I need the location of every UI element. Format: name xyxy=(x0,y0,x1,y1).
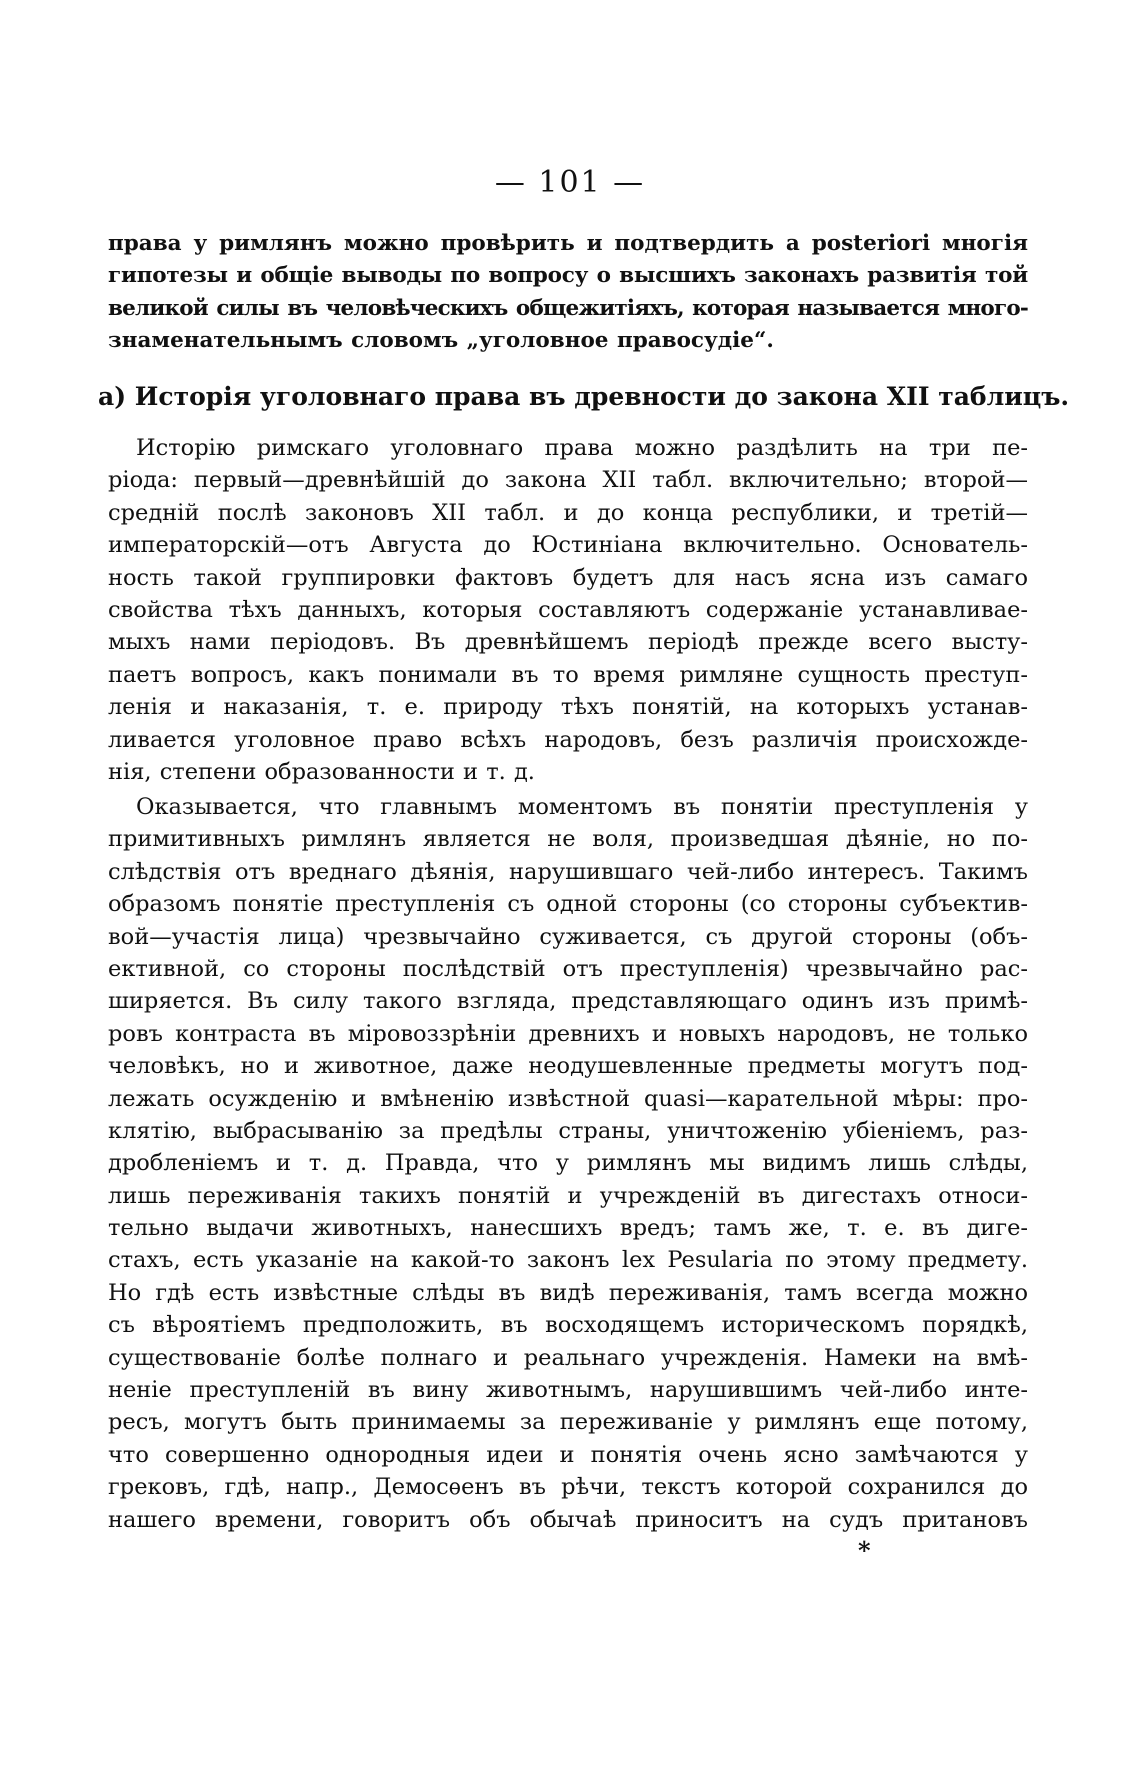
paragraph-line: человѣкъ, но и животное, даже неодушевленные предметы могутъ под- xyxy=(108,1053,1028,1080)
paragraph-line: ресъ, могутъ быть принимаемы за переживаніе у римлянъ еще потому, xyxy=(108,1409,1028,1436)
paragraph-line: свойства тѣхъ данныхъ, которыя составляютъ содержаніе устанавливае- xyxy=(108,596,1028,623)
section-heading: a) Исторія уголовнаго права въ древности до закона XII таблицъ. xyxy=(98,382,1070,411)
intro-line: гипотезы и общіе выводы по вопросу о высшихъ законахъ развитія той xyxy=(108,263,1028,289)
paragraph-line: императорскій—отъ Августа до Юстиніана включительно. Основатель- xyxy=(108,532,1028,559)
paragraph-line: ріода: первый—древнѣйшій до закона XII табл. включительно; второй— xyxy=(108,467,1028,494)
paragraph-line: лежать осужденію и вмѣненію извѣстной quasi—карательной мѣры: про- xyxy=(108,1085,1028,1112)
paragraph-line: примитивныхъ римлянъ является не воля, произведшая дѣяніе, но по- xyxy=(108,826,1028,853)
intro-line: права у римлянъ можно провѣрить и подтвердить a posteriori многія xyxy=(108,231,1028,256)
paragraph-line: мыхъ нами періодовъ. Въ древнѣйшемъ періодѣ прежде всего высту- xyxy=(108,629,1028,656)
paragraph-line: тельно выдачи животныхъ, нанесшихъ вредъ; тамъ же, т. е. въ диге- xyxy=(108,1215,1028,1242)
paragraph-line: паетъ вопросъ, какъ понимали въ то время римляне сущность преступ- xyxy=(108,661,1028,688)
paragraph-line: ровъ контраста въ міровоззрѣніи древнихъ и новыхъ народовъ, не только xyxy=(108,1020,1028,1047)
paragraph-line: нашего времени, говоритъ объ обычаѣ приноситъ на судъ притановъ xyxy=(108,1506,1028,1533)
paragraph-line: средній послѣ законовъ XII табл. и до конца республики, и третій— xyxy=(108,499,1028,526)
paragraph-line: ность такой группировки фактовъ будетъ для насъ ясна изъ самаго xyxy=(108,564,1028,591)
paragraph-line: ективной, со стороны послѣдствій отъ преступленія) чрезвычайно рас- xyxy=(108,955,1028,982)
paragraph-line: съ вѣроятіемъ предположить, въ восходящемъ историческомъ порядкѣ, xyxy=(108,1312,1028,1339)
paragraph-line: нія, степени образованности и т. д. xyxy=(108,758,535,785)
paragraph-line: вой—участія лица) чрезвычайно суживается, съ другой стороны (объ- xyxy=(108,923,1028,950)
intro-line: великой силы въ человѣческихъ общежитіяхъ, которая называется много- xyxy=(108,295,1028,321)
paragraph-line: стахъ, есть указаніе на какой-то законъ lex Pesularia по этому предмету. xyxy=(108,1247,1028,1274)
paragraph-line: Оказывается, что главнымъ моментомъ въ понятіи преступленія у xyxy=(136,794,1028,820)
intro-paragraph xyxy=(108,228,1028,358)
paragraph-line: существованіе болѣе полнаго и реальнаго учрежденія. Намеки на вмѣ- xyxy=(108,1344,1028,1371)
paragraph-line: дробленіемъ и т. д. Правда, что у римлянъ мы видимъ лишь слѣды, xyxy=(108,1150,1028,1177)
page-number: — 101 — xyxy=(494,165,646,200)
paragraph-line: неніе преступленій въ вину животнымъ, нарушившимъ чей-либо инте- xyxy=(108,1377,1028,1404)
paragraph-line: Исторію римскаго уголовнаго права можно раздѣлить на три пе- xyxy=(136,435,1028,461)
paragraph-line: образомъ понятіе преступленія съ одной стороны (со стороны субъектив- xyxy=(108,891,1028,918)
paragraph-line: клятію, выбрасыванію за предѣлы страны, уничтоженію убіеніемъ, раз- xyxy=(108,1117,1028,1144)
paragraph-line: что совершенно однородныя идеи и понятія очень ясно замѣчаются у xyxy=(108,1441,1028,1468)
paragraph-line: лишь переживанія такихъ понятій и учрежденій въ дигестахъ относи- xyxy=(108,1182,1028,1209)
paragraph-line: грековъ, гдѣ, напр., Демосѳенъ въ рѣчи, текстъ которой сохранился до xyxy=(108,1474,1028,1501)
paragraph-line: Но гдѣ есть извѣстные слѣды въ видѣ переживанія, тамъ всегда можно xyxy=(108,1279,1028,1306)
paragraph-periods xyxy=(108,432,1028,788)
paragraph-line: ширяется. Въ силу такого взгляда, представляющаго одинъ изъ примѣ- xyxy=(108,988,1028,1015)
paragraph-line: слѣдствія отъ вреднаго дѣянія, нарушившаго чей-либо интересъ. Такимъ xyxy=(108,858,1028,885)
signature-mark: * xyxy=(858,1536,871,1565)
paragraph-line: ливается уголовное право всѣхъ народовъ, безъ различія происхожде- xyxy=(108,726,1028,753)
intro-line: знаменательнымъ словомъ „уголовное правосудіе“. xyxy=(108,328,774,354)
paragraph-line: ленія и наказанія, т. е. природу тѣхъ понятій, на которыхъ устанав- xyxy=(108,694,1028,721)
paragraph-crime-concept xyxy=(108,791,1028,1536)
